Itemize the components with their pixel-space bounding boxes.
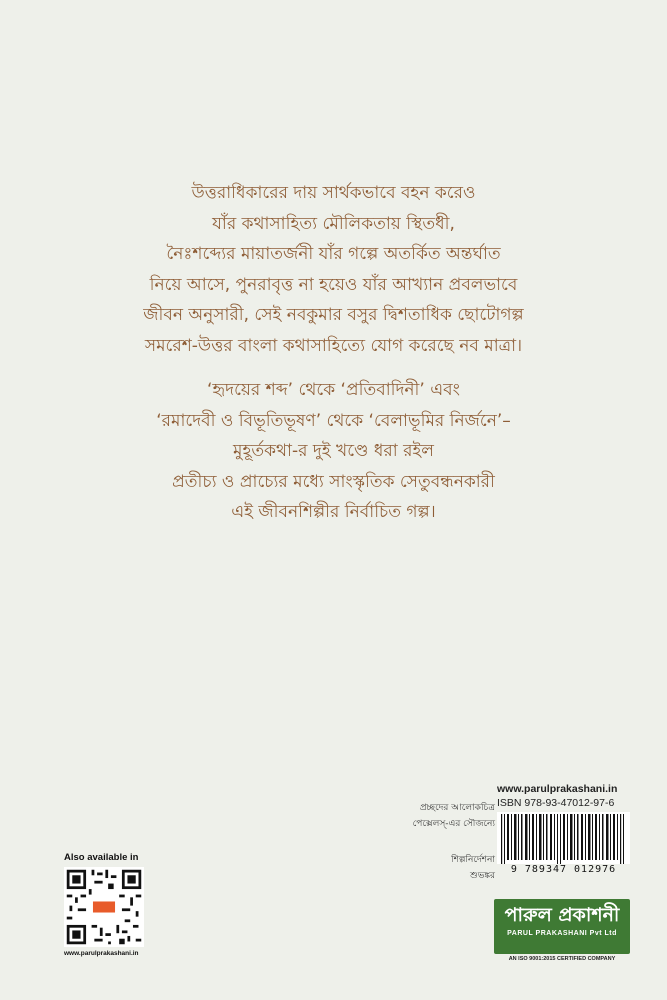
publisher-url[interactable]: www.parulprakashani.in: [497, 783, 618, 795]
logo-english: PARUL PRAKASHANI Pvt Ltd: [507, 930, 617, 937]
barcode-digits: 9 789347 012976: [510, 864, 617, 875]
design-label: শিল্পনির্দেশনা: [451, 855, 495, 865]
blurb-line: নৈঃশব্দ্যের মায়াতর্জনী যাঁর গল্পে অতর্কিত অন্তর্ঘাত: [166, 244, 501, 264]
blurb-paragraph-1: [60, 178, 607, 361]
isbn: ISBN 978-93-47012-97-6: [497, 797, 615, 809]
blurb-line: উত্তরাধিকারের দায় সার্থকভাবে বহন করেও: [191, 183, 476, 203]
publisher-logo: [494, 899, 630, 954]
blurb-line: ‘হৃদয়ের শব্দ’ থেকে ‘প্রতিবাদিনী’ এবং: [207, 380, 460, 400]
blurb-line: যাঁর কথাসাহিত্য মৌলিকতায় স্থিতধী,: [212, 213, 455, 234]
qr-url: www.parulprakashani.in: [64, 950, 139, 957]
blurb-line: নিয়ে আসে, পুনরাবৃত্ত না হয়েও যাঁর আখ্যান প্রবলভাবে: [149, 274, 518, 295]
iso-certification: AN ISO 9001:2015 CERTIFIED COMPANY: [508, 956, 616, 962]
blurb-line: প্রতীচ্য ও প্রাচ্যের মধ্যে সাংস্কৃতিক সেতুবন্ধনকারী: [172, 471, 495, 492]
blurb-line: সমরেশ-উত্তর বাংলা কথাসাহিত্যে যোগ করেছে নব মাত্রা।: [144, 335, 523, 356]
cover-photo-source: পেক্সেলস্-এর সৌজন্যে: [412, 819, 495, 829]
logo-bengali: পারুল প্রকাশনী: [504, 904, 620, 926]
cover-photo-label: প্রচ্ছদের আলোকচিত্র: [419, 803, 495, 813]
blurb-line: মুহূর্তকথা-র দুই খণ্ডে ধরা রইল: [233, 441, 434, 461]
blurb-line: জীবন অনুসারী, সেই নবকুমার বসুর দ্বিশতাধিক ছোটোগল্প: [143, 305, 524, 325]
also-available-label: Also available in: [64, 852, 139, 863]
back-cover-blurb: [60, 178, 607, 528]
blurb-line: ‘রমাদেবী ও বিভূতিভূষণ’ থেকে ‘বেলাভূমির নির্জনে’–: [156, 410, 511, 431]
blurb-line: এই জীবনশিল্পীর নির্বাচিত গল্প।: [231, 502, 436, 522]
qr-block: [64, 852, 174, 957]
isbn-barcode: [497, 812, 630, 864]
blurb-paragraph-2: [60, 375, 607, 528]
designer-name: শুভঙ্কর: [469, 871, 495, 881]
design-credit: [320, 852, 495, 884]
cover-photo-credit: [320, 800, 495, 832]
qr-code[interactable]: [64, 867, 144, 947]
